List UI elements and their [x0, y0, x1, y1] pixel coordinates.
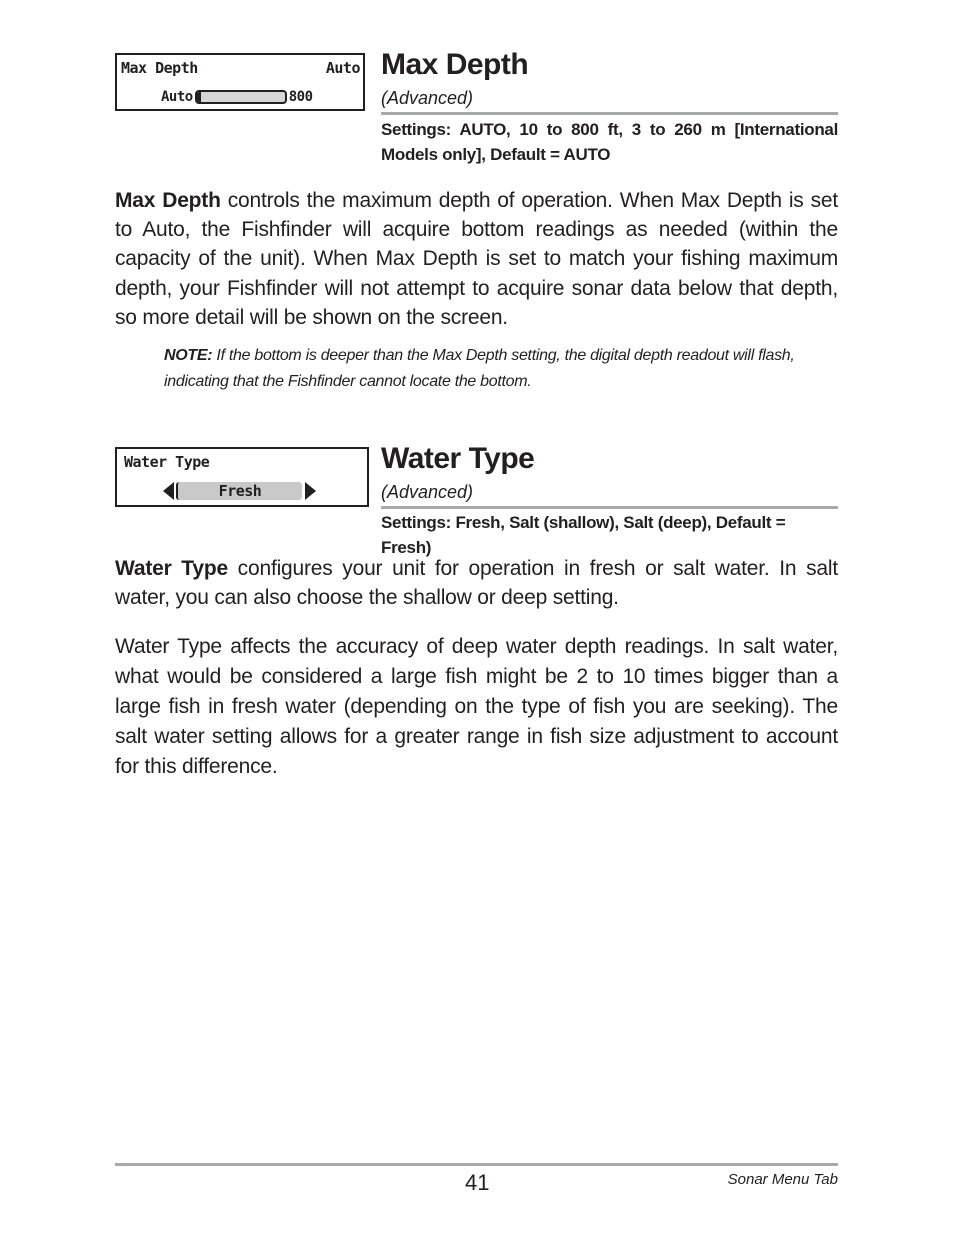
max-depth-slider-max-label: 800	[288, 89, 313, 105]
max-depth-divider	[381, 112, 838, 115]
max-depth-slider	[195, 90, 287, 104]
water-type-value: Fresh	[176, 482, 302, 500]
footer-divider	[115, 1163, 838, 1166]
water-type-menu-widget	[115, 447, 369, 507]
water-type-selector	[163, 481, 316, 501]
max-depth-menu-current-value: Auto	[325, 59, 360, 77]
max-depth-subtitle: (Advanced)	[381, 88, 474, 108]
max-depth-menu-widget	[115, 53, 365, 111]
max-depth-note-text: If the bottom is deeper than the Max Depth setting, the digital depth readout will flash, indicating that the Fishfinder cannot locate the bottom.	[164, 347, 795, 390]
max-depth-menu-title: Max Depth	[121, 59, 198, 77]
water-type-paragraph-1	[115, 554, 838, 612]
water-type-term: Water Type	[115, 557, 228, 580]
max-depth-paragraph	[115, 186, 838, 332]
water-type-paragraph-2: Water Type affects the accuracy of deep water depth readings. In salt water, what would be considered a large fish might be 2 to 10 times bigger than a large fish in fresh water (depending on the type of fish you are seeking). The salt water setting allows for a greater range in fish size adjustment to account for this difference.	[115, 635, 838, 778]
max-depth-heading: Max Depth	[381, 48, 529, 81]
footer-section-label: Sonar Menu Tab	[727, 1171, 838, 1188]
max-depth-term: Max Depth	[115, 189, 221, 212]
water-type-heading: Water Type	[381, 442, 535, 475]
water-type-settings: Settings: Fresh, Salt (shallow), Salt (deep), Default = Fresh)	[381, 513, 786, 557]
max-depth-note	[164, 343, 804, 395]
arrow-right-icon	[305, 482, 316, 500]
note-label: NOTE:	[164, 347, 213, 364]
water-type-menu-title: Water Type	[124, 453, 210, 471]
water-type-subtitle: (Advanced)	[381, 482, 474, 502]
water-type-divider	[381, 506, 838, 509]
max-depth-slider-fill	[197, 92, 201, 102]
max-depth-settings: Settings: AUTO, 10 to 800 ft, 3 to 260 m [International Models only], Default = AUTO	[381, 120, 838, 164]
max-depth-paragraph-text: controls the maximum depth of operation. When Max Depth is set to Auto, the Fishfinder will acquire bottom readings as needed (within the capacity of the unit). When Max Depth is set to match your fishing maximum depth, your Fishfinder will not attempt to acquire sonar data below that depth, so more detail will be shown on the screen.	[115, 189, 838, 329]
arrow-left-icon	[163, 482, 174, 500]
water-type-paragraph-1-text: configures your unit for operation in fresh or salt water. In salt water, you can also choose the shallow or deep setting.	[115, 557, 838, 610]
max-depth-slider-min-label: Auto	[161, 89, 193, 105]
max-depth-slider-row	[161, 88, 313, 106]
page-number: 41	[465, 1170, 490, 1195]
